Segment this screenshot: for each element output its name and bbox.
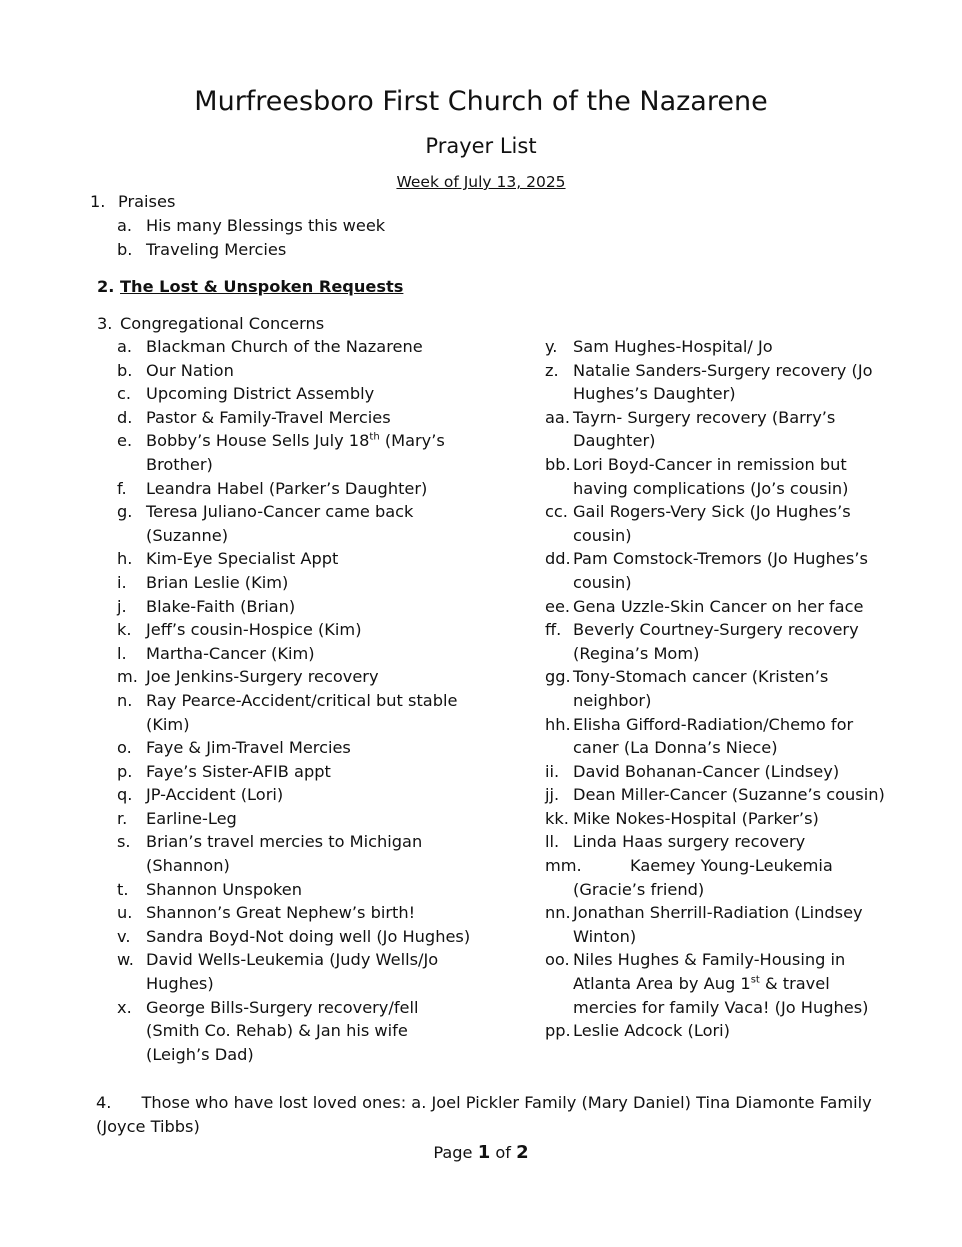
list-item (545, 547, 890, 594)
praises-item-label: a. (117, 216, 133, 235)
list-item-text (146, 878, 476, 902)
list-item-label: n. (117, 690, 133, 710)
list-item (545, 807, 890, 831)
list-item-label: bb. (545, 454, 571, 474)
list-item-text (573, 713, 891, 760)
list-item-label: mm. (545, 856, 582, 876)
list-item-text (146, 571, 476, 595)
list-item-text (146, 406, 476, 430)
list-item (545, 854, 890, 901)
concerns-right-column (545, 335, 890, 1043)
list-item (545, 618, 890, 665)
footer-page-total: 2 (516, 1142, 529, 1163)
list-item (545, 665, 890, 712)
list-item-text (573, 406, 891, 453)
list-item-label: gg. (545, 667, 571, 687)
list-item-label: b. (117, 360, 133, 380)
list-item-main-text: Elisha Gifford-Radiation/Chemo for caner (La Donna’s Niece) (573, 714, 854, 758)
list-item-text (146, 335, 476, 359)
list-item-main-text: Niles Hughes & Family-Housing in Atlanta Area by Aug 1 (573, 950, 846, 994)
list-item (117, 830, 477, 877)
list-item-main-text: George Bills-Surgery recovery/fell (Smith Co. Rehab) & Jan his wife (Leigh’s Dad) (146, 997, 419, 1064)
list-item-main-text: Dean Miller-Cancer (Suzanne’s cousin) (573, 785, 885, 805)
list-item (545, 406, 890, 453)
list-item-main-text: Ray Pearce-Accident/critical but stable (Kim) (146, 690, 458, 734)
list-item-label: j. (117, 596, 127, 616)
list-item-text (146, 760, 476, 784)
list-item-text (573, 783, 891, 807)
list-item-label: dd. (545, 549, 571, 569)
praises-item-text: His many Blessings this week (146, 216, 386, 235)
page-subtitle: Prayer List (425, 134, 537, 158)
list-item (545, 500, 890, 547)
list-item (117, 807, 477, 831)
list-item-main-text: Bobby’s House Sells July 18 (146, 431, 370, 451)
list-item-main-text: David Wells-Leukemia (Judy Wells/Jo Hughes) (146, 950, 439, 994)
lost-number: 2. (97, 277, 115, 296)
list-item-main-text: Upcoming District Assembly (146, 384, 375, 404)
list-item-label: u. (117, 903, 133, 923)
list-item (545, 948, 890, 1019)
list-item-label: t. (117, 879, 129, 899)
list-item (117, 948, 477, 995)
list-item-label: e. (117, 431, 133, 451)
lost-heading: The Lost & Unspoken Requests (120, 277, 404, 296)
list-item-label: i. (117, 572, 127, 592)
list-item-main-text: Gena Uzzle-Skin Cancer on her face (573, 596, 864, 616)
list-item-main-text: Sam Hughes-Hospital/ Jo (573, 337, 773, 356)
list-item-main-text: Shannon Unspoken (146, 879, 303, 899)
list-item-label: l. (117, 643, 127, 663)
list-item (117, 406, 477, 430)
list-item-main-text: Jeff’s cousin-Hospice (Kim) (146, 620, 362, 640)
list-item-label: r. (117, 808, 128, 828)
list-item-label: ff. (545, 620, 562, 640)
list-item (545, 359, 890, 406)
list-item-main-text: Faye’s Sister-AFIB appt (146, 761, 331, 781)
list-item-text (146, 925, 476, 949)
list-item-label: v. (117, 926, 131, 946)
list-item-label: hh. (545, 714, 571, 734)
list-item (545, 760, 890, 784)
list-item (117, 760, 477, 784)
list-item (117, 571, 477, 595)
list-item-text (573, 595, 891, 619)
list-item-main-text: Natalie Sanders-Surgery recovery (Jo Hughes’s Daughter) (573, 360, 873, 404)
list-item-text (146, 547, 476, 571)
list-item-text (573, 359, 891, 406)
list-item-text (146, 807, 476, 831)
list-item (545, 783, 890, 807)
list-item-text (573, 618, 891, 665)
list-item-main-text: Linda Haas surgery recovery (573, 832, 806, 852)
list-item-text (573, 665, 891, 712)
list-item-label: g. (117, 502, 133, 522)
list-item-label: w. (117, 950, 134, 970)
list-item-main-text: Tony-Stomach cancer (Kristen’s neighbor) (573, 667, 829, 710)
list-item-text (573, 830, 891, 854)
list-item (117, 618, 477, 642)
praises-item-label: b. (117, 240, 133, 259)
list-item-main-text: Martha-Cancer (Kim) (146, 643, 315, 663)
list-item-main-text: Shannon’s Great Nephew’s birth! (146, 903, 416, 923)
list-item (117, 783, 477, 807)
list-item-text (146, 595, 476, 619)
list-item-main-text: Sandra Boyd-Not doing well (Jo Hughes) (146, 926, 471, 946)
list-item-label: y. (545, 337, 558, 356)
loved-ones-number: 4. (96, 1093, 112, 1112)
list-item-main-text: Mike Nokes-Hospital (Parker’s) (573, 808, 819, 828)
list-item-label: o. (117, 738, 132, 758)
list-item-text (146, 783, 476, 807)
list-item-text (573, 901, 891, 948)
list-item (117, 429, 477, 476)
list-item-label: f. (117, 478, 127, 498)
list-item-main-text: Kaemey Young-Leukemia (Gracie’s friend) (573, 856, 833, 899)
list-item-main-text: Brian Leslie (Kim) (146, 572, 289, 592)
list-item-label: nn. (545, 903, 571, 923)
list-item-text (146, 382, 476, 406)
list-item-main-text: Kim-Eye Specialist Appt (146, 549, 339, 569)
list-item-main-text: Gail Rogers-Very Sick (Jo Hughes’s cousin) (573, 502, 851, 545)
footer-page-number: 1 (477, 1142, 491, 1163)
list-item-label: kk. (545, 808, 569, 828)
list-item-main-text: Beverly Courtney-Surgery recovery (Regina’s Mom) (573, 620, 859, 663)
list-item-main-text: JP-Accident (Lori) (146, 785, 284, 805)
concerns-left-column (117, 335, 477, 1066)
list-item (117, 642, 477, 666)
week-line (0, 173, 962, 191)
footer-of-word: of (495, 1143, 511, 1162)
loved-ones-text: Those who have lost loved ones: a. Joel Pickler Family (Mary Daniel) Tina Diamonte Family (Joyce Tibbs) (96, 1093, 872, 1136)
list-item-label: q. (117, 785, 133, 805)
list-item (117, 335, 477, 359)
list-item-label: oo. (545, 950, 570, 970)
list-item-text (573, 807, 891, 831)
list-item (117, 382, 477, 406)
list-item-text (146, 429, 476, 476)
list-item-text (146, 500, 476, 547)
list-item-label: ii. (545, 761, 560, 781)
list-item (545, 335, 890, 359)
list-item-text (573, 854, 891, 901)
praises-heading: Praises (118, 192, 176, 211)
list-item-text (573, 1019, 891, 1043)
list-item-main-text: Lori Boyd-Cancer in remission but having complications (Jo’s cousin) (573, 454, 849, 498)
list-item-text (146, 359, 476, 383)
list-item-label: p. (117, 761, 133, 781)
loved-ones-paragraph (96, 1091, 896, 1138)
ordinal-superscript: th (369, 431, 380, 443)
list-item-text (573, 335, 891, 359)
list-item (117, 901, 477, 925)
list-item-text (146, 689, 476, 736)
list-item-main-text: Jonathan Sherrill-Radiation (Lindsey Winton) (573, 903, 863, 946)
list-item-text (146, 901, 476, 925)
list-item-text (573, 500, 891, 547)
list-item-text (146, 642, 476, 666)
list-item-label: h. (117, 549, 133, 569)
list-item (117, 925, 477, 949)
list-item-text (573, 547, 891, 594)
list-item-main-text: Blackman Church of the Nazarene (146, 337, 423, 356)
list-item-label: pp. (545, 1021, 571, 1041)
list-item-main-text: Tayrn- Surgery recovery (Barry’s Daughter) (573, 407, 836, 451)
list-item-continuation: & travel mercies for family Vaca! (Jo Hughes) (573, 974, 869, 1017)
list-item (117, 359, 477, 383)
list-item (117, 878, 477, 902)
list-item-label: aa. (545, 407, 570, 427)
list-item-text (573, 453, 891, 500)
list-item (117, 689, 477, 736)
list-item-main-text: Pastor & Family-Travel Mercies (146, 407, 391, 427)
list-item-text (146, 736, 476, 760)
list-item-continuation: (Mary’s Brother) (146, 431, 445, 474)
list-item-label: jj. (545, 785, 560, 805)
praises-number: 1. (90, 192, 106, 211)
list-item (117, 547, 477, 571)
list-item-label: s. (117, 832, 131, 852)
list-item (545, 453, 890, 500)
list-item (117, 665, 477, 689)
list-item-label: d. (117, 407, 133, 427)
list-item (545, 901, 890, 948)
list-item (117, 595, 477, 619)
list-item-text (146, 665, 476, 689)
praises-item-text: Traveling Mercies (146, 240, 287, 259)
list-item-main-text: Pam Comstock-Tremors (Jo Hughes’s cousin) (573, 549, 868, 592)
list-item-label: cc. (545, 502, 568, 522)
list-item-text (146, 830, 476, 877)
list-item-main-text: Leslie Adcock (Lori) (573, 1021, 730, 1041)
list-item-label: ee. (545, 596, 571, 616)
concerns-number: 3. (97, 314, 113, 333)
list-item-label: m. (117, 667, 138, 687)
list-item (117, 996, 477, 1067)
list-item-main-text: Teresa Juliano-Cancer came back (Suzanne) (146, 502, 414, 545)
concerns-heading: Congregational Concerns (120, 314, 325, 333)
list-item-text (146, 948, 476, 995)
list-item (545, 830, 890, 854)
list-item-main-text: Joe Jenkins-Surgery recovery (146, 667, 379, 687)
list-item-label: x. (117, 997, 132, 1017)
page-title: Murfreesboro First Church of the Nazarene (194, 86, 768, 117)
footer-page-word: Page (433, 1143, 473, 1162)
list-item-label: k. (117, 620, 132, 640)
list-item-label: z. (545, 360, 559, 380)
list-item-main-text: Leandra Habel (Parker’s Daughter) (146, 478, 428, 498)
list-item (117, 500, 477, 547)
list-item-main-text: Earline-Leg (146, 808, 237, 828)
list-item-main-text: David Bohanan-Cancer (Lindsey) (573, 761, 840, 781)
list-item-label: c. (117, 384, 132, 404)
list-item-text (146, 618, 476, 642)
list-item (545, 713, 890, 760)
list-item-label: a. (117, 337, 133, 356)
list-item-main-text: Faye & Jim-Travel Mercies (146, 738, 351, 758)
list-item-main-text: Our Nation (146, 360, 234, 380)
list-item-text (146, 477, 476, 501)
week-date: Week of July 13, 2025 (396, 173, 566, 191)
list-item-text (573, 948, 891, 1019)
list-item-text (146, 996, 476, 1067)
list-item (117, 477, 477, 501)
list-item (545, 1019, 890, 1043)
list-item-main-text: Blake-Faith (Brian) (146, 596, 296, 616)
list-item (545, 595, 890, 619)
ordinal-superscript: st (750, 974, 760, 986)
list-item (117, 736, 477, 760)
page-footer (0, 1142, 962, 1163)
list-item-text (573, 760, 891, 784)
list-item-label: ll. (545, 832, 560, 852)
list-item-main-text: Brian’s travel mercies to Michigan (Shannon) (146, 832, 423, 876)
